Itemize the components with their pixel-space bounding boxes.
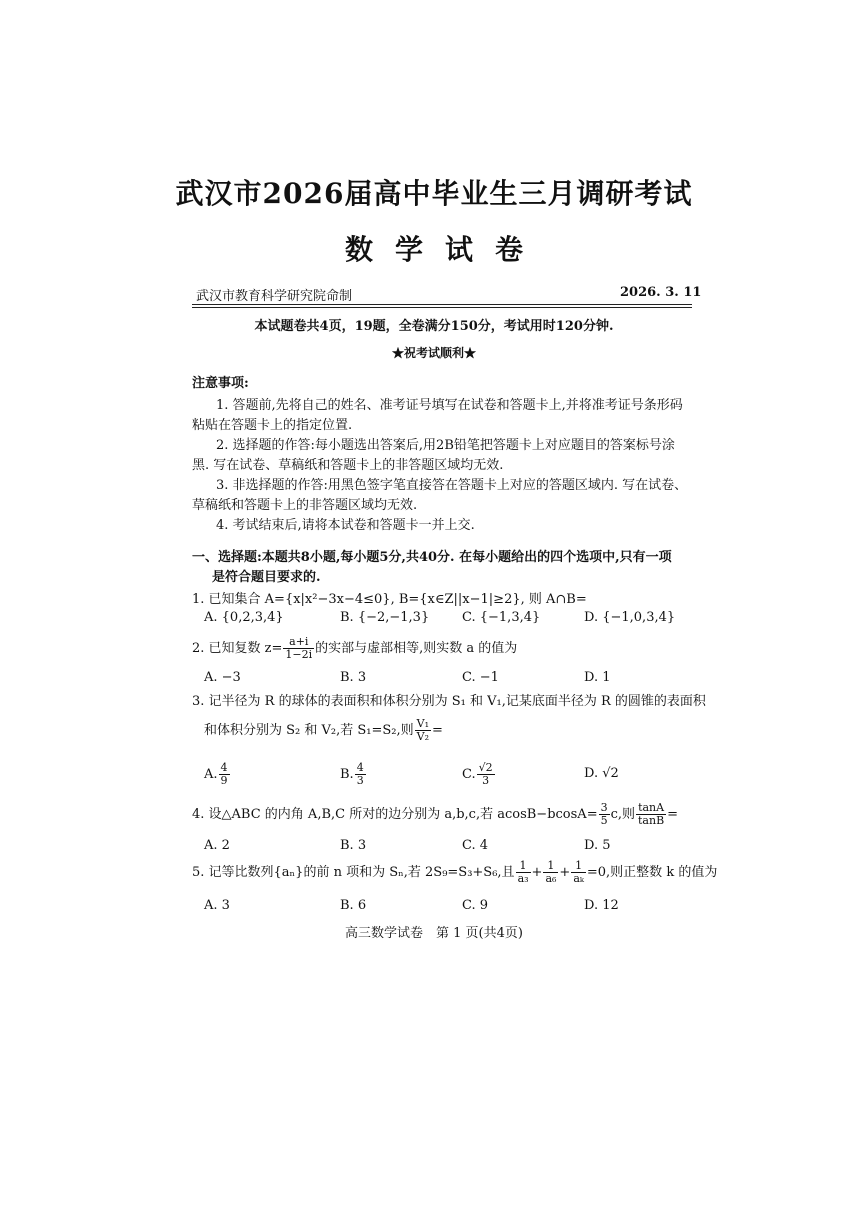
q5-stem-post: =0,则正整数 k 的值为	[586, 865, 718, 880]
note-line: 粘贴在答题卡上的指定位置.	[192, 418, 353, 433]
q5-option-c: C. 9	[462, 898, 489, 913]
q3-line2-post: =	[432, 723, 443, 738]
q5-fraction-3-den: aₖ	[573, 872, 584, 885]
section-heading-line1: 一、选择题:本题共8小题,每小题5分,共40分. 在每小题给出的四个选项中,只有一项	[192, 550, 672, 565]
q3-option-a-num: 4	[220, 761, 228, 774]
q4-option-c: C. 4	[462, 838, 489, 853]
good-luck-line: ★祝考试顺利★	[391, 346, 476, 360]
notes-heading: 注意事项:	[192, 376, 249, 391]
q4-option-a: A. 2	[204, 838, 230, 853]
q5-fraction-1-den: a₃	[517, 872, 529, 885]
q2-option-a: A. −3	[204, 670, 241, 685]
q5-fraction-3-num: 1	[571, 860, 586, 873]
q3-option-d-label: D.	[584, 766, 599, 781]
q4-stem-post: =	[667, 807, 679, 822]
q3-line2-pre: 和体积分别为 S₂ 和 V₂,若 S₁=S₂,则	[204, 723, 414, 738]
q4-fraction-1	[599, 802, 610, 827]
q4-fraction-2	[636, 802, 666, 827]
q2-option-c: C. −1	[462, 670, 499, 685]
q1-option-c: C. {−1,3,4}	[462, 610, 541, 625]
note-line: 4. 考试结束后,请将本试卷和答题卡一并上交.	[216, 518, 475, 533]
q2-option-d: D. 1	[584, 670, 611, 685]
q5-fraction-1-num: 1	[516, 860, 531, 873]
q4-stem-pre: 4. 设△ABC 的内角 A,B,C 所对的边分别为 a,b,c,若 acosB−bcosA=	[192, 807, 598, 822]
q2-option-b: B. 3	[340, 670, 367, 685]
q3-fraction	[415, 718, 431, 743]
note-line: 1. 答题前,先将自己的姓名、准考证号填写在试卷和答题卡上,并将准考证号条形码	[216, 398, 683, 413]
q3-option-c-num: √2	[478, 761, 493, 774]
q5-fraction-2-num: 1	[543, 860, 558, 873]
q5-fraction-2-den: a₆	[545, 872, 557, 885]
q4-fraction-1-num: 3	[600, 801, 608, 814]
q3-option-b-num: 4	[356, 761, 364, 774]
exam-title: 武汉市2026届高中毕业生三月调研考试	[175, 177, 693, 210]
q3-fraction-num: V₁	[416, 717, 429, 730]
note-line: 黑. 写在试卷、草稿纸和答题卡上的非答题区域均无效.	[192, 458, 504, 473]
exam-date: 2026. 3. 11	[620, 285, 702, 300]
section-heading-line2: 是符合题目要求的.	[212, 570, 321, 585]
question-1-stem: 1. 已知集合 A={x|x²−3x−4≤0}, B={x∈Z||x−1|≥2}, 则 A∩B=	[192, 592, 587, 607]
note-line: 3. 非选择题的作答:用黑色签字笔直接答在答题卡上对应的答题区域内. 写在试卷、	[216, 478, 688, 493]
q5-plus-2: +	[559, 865, 571, 880]
q4-stem-mid: c,则	[610, 807, 636, 822]
q3-option-d-text: √2	[602, 766, 619, 781]
note-line: 2. 选择题的作答:每小题选出答案后,用2B铅笔把答题卡上对应题目的答案标号涂	[216, 438, 675, 453]
q4-fraction-2-den: tanB	[638, 814, 665, 827]
q3-option-a	[204, 762, 231, 787]
q3-fraction-den: V₂	[416, 730, 429, 743]
q3-option-d	[584, 766, 619, 781]
header-rule-top	[192, 304, 692, 305]
question-3-line1: 3. 记半径为 R 的球体的表面积和体积分别为 S₁ 和 V₁,记某底面半径为 R 的圆锥的表面积	[192, 694, 706, 709]
q1-option-d: D. {−1,0,3,4}	[584, 610, 676, 625]
question-3-line2	[204, 718, 443, 743]
q4-fraction-1-den: 5	[600, 814, 608, 827]
q5-fraction-1	[516, 860, 531, 885]
q1-option-a: A. {0,2,3,4}	[204, 610, 284, 625]
header-rule-bottom	[192, 307, 692, 308]
q3-option-c-fraction	[477, 762, 495, 787]
q5-option-d: D. 12	[584, 898, 619, 913]
q2-fraction-num: a+i	[283, 636, 314, 649]
q3-option-c	[462, 762, 496, 787]
exam-info: 本试题卷共4页，19题，全卷满分150分，考试用时120分钟.	[254, 319, 614, 334]
q4-option-d: D. 5	[584, 838, 611, 853]
q3-option-b-fraction	[355, 762, 366, 787]
q5-option-a: A. 3	[204, 898, 230, 913]
page-footer: 高三数学试卷 第 1 页(共4页)	[345, 926, 523, 941]
exam-subtitle: 数学试卷	[344, 233, 545, 266]
q4-option-b: B. 3	[340, 838, 367, 853]
q2-stem-post: 的实部与虚部相等,则实数 a 的值为	[315, 641, 518, 656]
q3-option-a-den: 9	[220, 774, 228, 787]
q5-option-b: B. 6	[340, 898, 367, 913]
q3-option-a-label: A.	[204, 767, 218, 782]
q4-fraction-2-num: tanA	[636, 802, 666, 815]
q2-fraction	[283, 636, 314, 661]
q3-option-a-fraction	[219, 762, 230, 787]
q3-option-c-den: 3	[482, 774, 490, 787]
question-5-stem	[192, 860, 717, 885]
q3-option-c-label: C.	[462, 767, 476, 782]
question-4-stem	[192, 802, 678, 827]
q3-option-b	[340, 762, 367, 787]
q1-option-b: B. {−2,−1,3}	[340, 610, 430, 625]
q2-stem-pre: 2. 已知复数 z=	[192, 641, 283, 656]
note-line: 草稿纸和答题卡上的非答题区域均无效.	[192, 498, 418, 513]
q2-fraction-den: 1−2i	[285, 648, 313, 661]
q5-plus-1: +	[531, 865, 543, 880]
q5-fraction-2	[543, 860, 558, 885]
q5-stem-pre: 5. 记等比数列{aₙ}的前 n 项和为 Sₙ,若 2S₉=S₃+S₆,且	[192, 865, 515, 880]
q5-fraction-3	[571, 860, 586, 885]
question-2-stem	[192, 636, 517, 661]
q3-option-b-den: 3	[356, 774, 364, 787]
q3-option-b-label: B.	[340, 767, 354, 782]
issuer: 武汉市教育科学研究院命制	[196, 289, 353, 304]
